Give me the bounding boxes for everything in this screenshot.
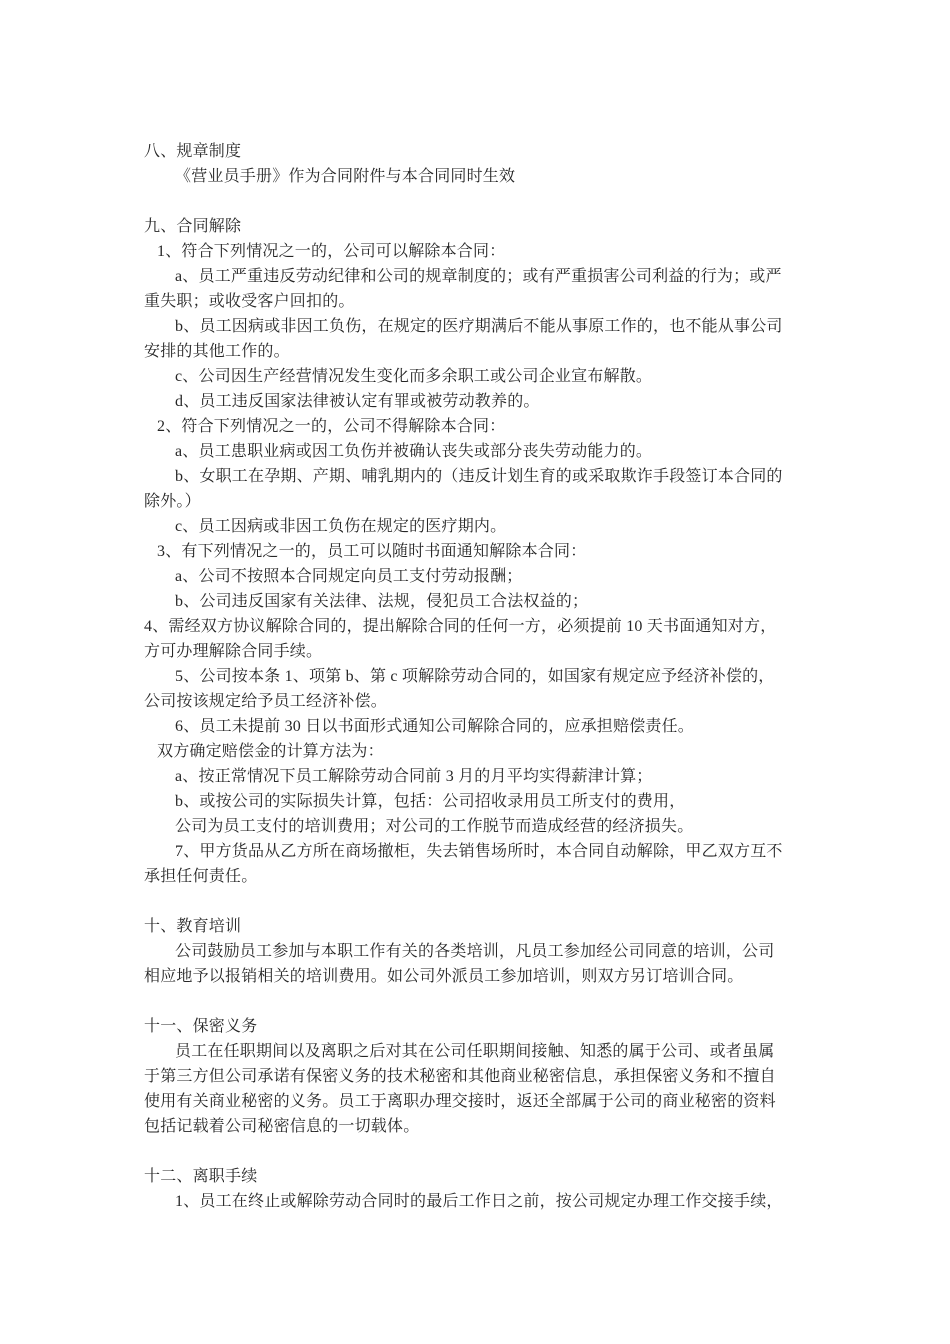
paragraph-line: d、员工违反国家法律被认定有罪或被劳动教养的。 <box>175 393 540 410</box>
section-heading: 九、合同解除 <box>144 218 242 235</box>
paragraph-line: 除外。） <box>144 493 201 510</box>
section-heading: 八、规章制度 <box>144 143 242 160</box>
paragraph-line: 安排的其他工作的。 <box>144 343 290 360</box>
blank-line <box>144 889 824 914</box>
paragraph-line: 承担任何责任。 <box>144 868 258 885</box>
paragraph-line: 3、有下列情况之一的，员工可以随时书面通知解除本合同： <box>157 543 587 560</box>
section-heading: 十一、保密义务 <box>144 1018 258 1035</box>
paragraph-line: 《营业员手册》作为合同附件与本合同同时生效 <box>175 168 516 185</box>
paragraph-line: 相应地予以报销相关的培训费用。如公司外派员工参加培训，则双方另订培训合同。 <box>144 968 744 985</box>
paragraph-line: 4、需经双方协议解除合同的，提出解除合同的任何一方，必须提前 10 天书面通知对方， <box>144 618 777 635</box>
paragraph-line: b、女职工在孕期、产期、哺乳期内的（违反计划生育的或采取欺诈手段签订本合同的 <box>175 468 783 485</box>
paragraph-line: c、员工因病或非因工负伤在规定的医疗期内。 <box>175 518 507 535</box>
paragraph-line: b、公司违反国家有关法律、法规，侵犯员工合法权益的； <box>175 593 589 610</box>
paragraph-line: a、公司不按照本合同规定向员工支付劳动报酬； <box>175 568 523 585</box>
paragraph-line: 员工在任职期间以及离职之后对其在公司任职期间接触、知悉的属于公司、或者虽属 <box>175 1043 775 1060</box>
blank-line <box>144 1139 824 1164</box>
section-heading: 十、教育培训 <box>144 918 242 935</box>
paragraph-line: 7、甲方货品从乙方所在商场撤柜，失去销售场所时，本合同自动解除，甲乙双方互不 <box>175 843 783 860</box>
document-body <box>144 139 824 1214</box>
paragraph-line: 方可办理解除合同手续。 <box>144 643 323 660</box>
paragraph-line: 重失职；或收受客户回扣的。 <box>144 293 355 310</box>
paragraph-line: a、员工患职业病或因工负伤并被确认丧失或部分丧失劳动能力的。 <box>175 443 653 460</box>
paragraph-line: 包括记载着公司秘密信息的一切载体。 <box>144 1118 420 1135</box>
paragraph-line: c、公司因生产经营情况发生变化而多余职工或公司企业宣布解散。 <box>175 368 653 385</box>
paragraph-line: 2、符合下列情况之一的，公司不得解除本合同： <box>157 418 506 435</box>
paragraph-line: 1、员工在终止或解除劳动合同时的最后工作日之前，按公司规定办理工作交接手续， <box>175 1193 783 1210</box>
paragraph-line: 使用有关商业秘密的义务。员工于离职办理交接时，返还全部属于公司的商业秘密的资料 <box>144 1093 776 1110</box>
blank-line <box>144 189 824 214</box>
paragraph-line: 公司按该规定给予员工经济补偿。 <box>144 693 388 710</box>
paragraph-line: 6、员工未提前 30 日以书面形式通知公司解除合同的，应承担赔偿责任。 <box>175 718 695 735</box>
paragraph-line: b、员工因病或非因工负伤，在规定的医疗期满后不能从事原工作的，也不能从事公司 <box>175 318 783 335</box>
paragraph-line: 5、公司按本条 1、项第 b、第 c 项解除劳动合同的，如国家有规定应予经济补偿的， <box>175 668 775 685</box>
section-heading: 十二、离职手续 <box>144 1168 258 1185</box>
paragraph-line: b、或按公司的实际损失计算，包括：公司招收录用员工所支付的费用， <box>175 793 686 810</box>
paragraph-line: a、员工严重违反劳动纪律和公司的规章制度的；或有严重损害公司利益的行为；或严 <box>175 268 782 285</box>
paragraph-line: a、按正常情况下员工解除劳动合同前 3 月的月平均实得薪津计算； <box>175 768 653 785</box>
paragraph-line: 于第三方但公司承诺有保密义务的技术秘密和其他商业秘密信息，承担保密义务和不擅自 <box>144 1068 776 1085</box>
blank-line <box>144 989 824 1014</box>
paragraph-line: 双方确定赔偿金的计算方法为： <box>157 743 384 760</box>
paragraph-line: 公司为员工支付的培训费用；对公司的工作脱节而造成经营的经济损失。 <box>175 818 694 835</box>
paragraph-line: 1、符合下列情况之一的，公司可以解除本合同： <box>157 243 506 260</box>
paragraph-line: 公司鼓励员工参加与本职工作有关的各类培训，凡员工参加经公司同意的培训，公司 <box>175 943 775 960</box>
